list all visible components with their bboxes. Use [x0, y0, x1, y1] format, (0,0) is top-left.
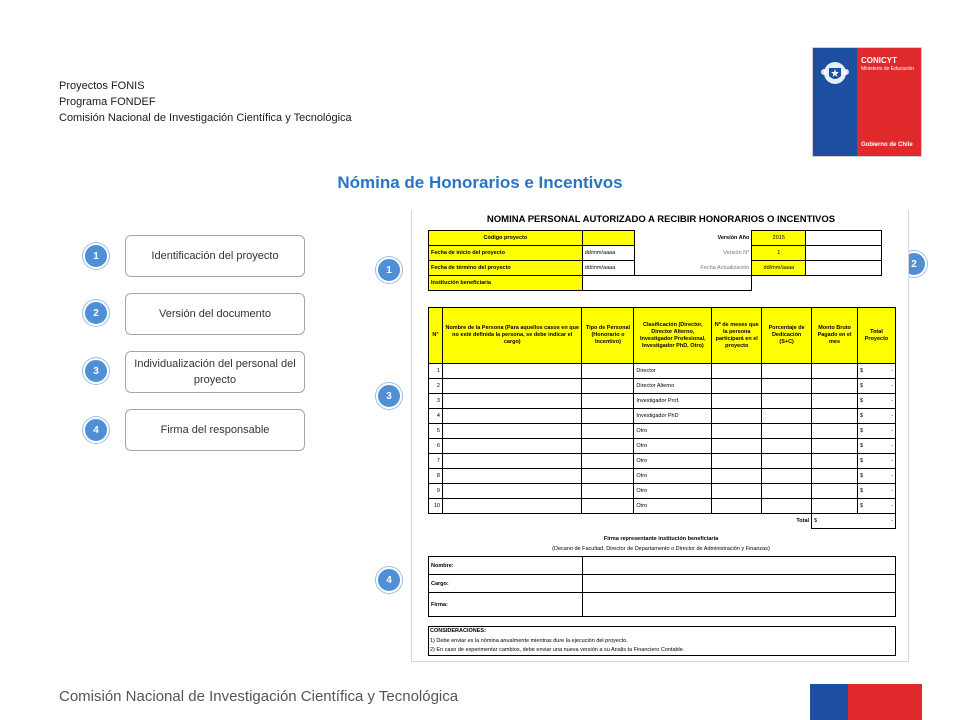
logo-ministry: Ministerio de Educación	[861, 66, 915, 72]
total-sum-cell: $ -	[812, 514, 896, 529]
fecha-act-field[interactable]: dd/mm/aaaa	[752, 261, 806, 276]
total-cell: $ -	[858, 454, 896, 469]
step-identificacion-button[interactable]: Identificación del proyecto	[125, 235, 305, 277]
fecha-inicio-field[interactable]: dd/mm/aaaa	[582, 246, 634, 261]
table-row	[429, 409, 896, 424]
flag-blue	[810, 684, 848, 720]
monto-cell[interactable]	[812, 499, 858, 514]
porcentaje-cell[interactable]	[762, 469, 812, 484]
total-cell: $ -	[858, 499, 896, 514]
col-header-monto: Monto Bruto Pagado en el mes	[812, 308, 858, 364]
clasificacion-cell: Otro	[634, 469, 712, 484]
porcentaje-cell[interactable]	[762, 379, 812, 394]
flag-red	[848, 684, 922, 720]
version-ano-extra	[806, 231, 882, 246]
logo-government: Gobierno de Chile	[861, 142, 913, 148]
total-label: Total	[796, 518, 810, 525]
nombre-field[interactable]	[582, 557, 895, 575]
meses-cell[interactable]	[712, 364, 762, 379]
clasificacion-cell: Otro	[634, 439, 712, 454]
meses-cell[interactable]	[712, 454, 762, 469]
meses-cell[interactable]	[712, 439, 762, 454]
page-title: Nómina de Honorarios e Incentivos	[337, 173, 623, 192]
header-line-2: Programa FONDEF	[59, 96, 156, 108]
table-row	[429, 394, 896, 409]
table-row	[429, 484, 896, 499]
col-header-tipo: Tipo de Personal (Honorario o Incentivo)	[582, 308, 634, 364]
table-row	[429, 364, 896, 379]
marker-4: 4	[376, 567, 402, 593]
tipo-cell[interactable]	[582, 424, 634, 439]
cargo-label: Cargo:	[429, 575, 583, 593]
meses-cell[interactable]	[712, 424, 762, 439]
porcentaje-cell[interactable]	[762, 424, 812, 439]
nombre-label: Nombre:	[429, 557, 583, 575]
row-number: 3	[429, 394, 443, 409]
version-ano-field[interactable]: 2015	[752, 231, 806, 246]
footer-text: Comisión Nacional de Investigación Científica y Tecnológica	[59, 688, 459, 705]
consideracion-2: 2) En caso de experimentar cambios, debe enviar una nueva versión a su Analis ta Financiero Contable.	[430, 646, 685, 653]
nombre-cell[interactable]	[442, 469, 582, 484]
nombre-cell[interactable]	[442, 454, 582, 469]
step-version-button[interactable]: Versión del documento	[125, 293, 305, 335]
monto-cell[interactable]	[812, 484, 858, 499]
nombre-cell[interactable]	[442, 379, 582, 394]
meses-cell[interactable]	[712, 409, 762, 424]
codigo-label: Código proyecto	[429, 231, 583, 246]
fecha-act-label: Fecha Actualización	[700, 264, 750, 271]
row-number: 7	[429, 454, 443, 469]
total-cell: $ -	[858, 424, 896, 439]
nombre-cell[interactable]	[442, 484, 582, 499]
header-lines	[59, 78, 352, 126]
table-row	[429, 499, 896, 514]
meses-cell[interactable]	[712, 379, 762, 394]
marker-3: 3	[376, 383, 402, 409]
consideraciones-border	[428, 626, 896, 656]
version-n-label: Versión N°	[723, 250, 750, 256]
clasificacion-cell: Otro	[634, 424, 712, 439]
tipo-cell[interactable]	[582, 454, 634, 469]
col-header-total: Total Proyecto	[858, 308, 896, 364]
step-firma-button[interactable]: Firma del responsable	[125, 409, 305, 451]
identification-table	[428, 230, 882, 291]
porcentaje-cell[interactable]	[762, 454, 812, 469]
total-cell: $ -	[858, 379, 896, 394]
porcentaje-cell[interactable]	[762, 409, 812, 424]
logo-name: CONICYT	[861, 56, 897, 65]
firma-table	[428, 556, 896, 617]
tipo-cell[interactable]	[582, 379, 634, 394]
firma-label: Firma:	[429, 593, 583, 617]
monto-cell[interactable]	[812, 364, 858, 379]
clasificacion-cell: Otro	[634, 454, 712, 469]
coat-of-arms-icon	[817, 56, 853, 90]
meses-cell[interactable]	[712, 394, 762, 409]
tipo-cell[interactable]	[582, 409, 634, 424]
row-number: 4	[429, 409, 443, 424]
marker-1: 1	[376, 257, 402, 283]
nombre-cell[interactable]	[442, 394, 582, 409]
row-number: 2	[429, 379, 443, 394]
table-row	[429, 424, 896, 439]
tipo-cell[interactable]	[582, 394, 634, 409]
table-row	[429, 469, 896, 484]
clasificacion-cell: Investigador PhD	[634, 409, 712, 424]
footer-flag-logo	[810, 684, 922, 720]
firma-title: Firma representante institución beneficiaria	[603, 536, 719, 542]
meses-cell[interactable]	[712, 499, 762, 514]
table-row	[429, 379, 896, 394]
consideraciones-label: CONSIDERACIONES:	[430, 628, 486, 634]
monto-cell[interactable]	[812, 424, 858, 439]
table-row	[429, 439, 896, 454]
step-individualizacion-button[interactable]: Individualización del personal del proyecto	[125, 351, 305, 393]
tipo-cell[interactable]	[582, 469, 634, 484]
col-header-clasificacion: Clasificación (Director, Director Alterno, Investigador Profesional, Investigador PhD, Otro)	[634, 308, 712, 364]
nomina-form-sheet	[411, 210, 909, 662]
step-number-1: 1	[83, 243, 109, 269]
row-number: 9	[429, 484, 443, 499]
porcentaje-cell[interactable]	[762, 484, 812, 499]
conicyt-logo	[812, 47, 922, 157]
monto-cell[interactable]	[812, 409, 858, 424]
table-row	[429, 454, 896, 469]
col-header-n: N°	[429, 308, 443, 364]
porcentaje-cell[interactable]	[762, 364, 812, 379]
fecha-termino-field[interactable]: dd/mm/aaaa	[582, 261, 634, 276]
row-number: 10	[429, 499, 443, 514]
monto-cell[interactable]	[812, 379, 858, 394]
col-header-nombre: Nombre de la Persona (Para aquellos casos en que no esté definida la persona, se debe indicar el cargo)	[442, 308, 582, 364]
meses-cell[interactable]	[712, 469, 762, 484]
nombre-cell[interactable]	[442, 439, 582, 454]
codigo-field[interactable]	[582, 231, 634, 246]
header-line-3: Comisión Nacional de Investigación Científica y Tecnológica	[59, 112, 352, 124]
total-cell: $ -	[858, 394, 896, 409]
institucion-field[interactable]	[582, 276, 752, 291]
version-n-field[interactable]: 1	[752, 246, 806, 261]
total-cell: $ -	[858, 469, 896, 484]
monto-cell[interactable]	[812, 454, 858, 469]
total-cell: $ -	[858, 439, 896, 454]
nombre-cell[interactable]	[442, 424, 582, 439]
tipo-cell[interactable]	[582, 364, 634, 379]
personal-table	[428, 307, 896, 529]
porcentaje-cell[interactable]	[762, 439, 812, 454]
version-ano-label: Versión Año	[717, 235, 750, 241]
fecha-act-extra	[806, 261, 882, 276]
nombre-cell[interactable]	[442, 364, 582, 379]
nombre-cell[interactable]	[442, 409, 582, 424]
institucion-label: Institución beneficiaria	[429, 276, 583, 291]
row-number: 8	[429, 469, 443, 484]
header-line-1: Proyectos FONIS	[59, 80, 145, 92]
fecha-inicio-label: Fecha de inicio del proyecto	[429, 246, 583, 261]
step-number-2: 2	[83, 300, 109, 326]
porcentaje-cell[interactable]	[762, 499, 812, 514]
version-n-extra	[806, 246, 882, 261]
meses-cell[interactable]	[712, 484, 762, 499]
row-number: 6	[429, 439, 443, 454]
fecha-termino-label: Fecha de término del proyecto	[429, 261, 583, 276]
total-row	[429, 514, 896, 529]
clasificacion-cell: Otro	[634, 484, 712, 499]
cargo-field[interactable]	[582, 575, 895, 593]
tipo-cell[interactable]	[582, 484, 634, 499]
total-cell: $ -	[858, 364, 896, 379]
tipo-cell[interactable]	[582, 499, 634, 514]
monto-cell[interactable]	[812, 439, 858, 454]
porcentaje-cell[interactable]	[762, 394, 812, 409]
clasificacion-cell: Director	[634, 364, 712, 379]
row-number: 5	[429, 424, 443, 439]
row-number: 1	[429, 364, 443, 379]
tipo-cell[interactable]	[582, 439, 634, 454]
monto-cell[interactable]	[812, 394, 858, 409]
marker-2: 2	[901, 251, 927, 277]
consideracion-1: 1) Debe enviar es la nómina anualmente mientras dure la ejecución del proyecto.	[430, 637, 628, 644]
nombre-cell[interactable]	[442, 499, 582, 514]
form-title: NOMINA PERSONAL AUTORIZADO A RECIBIR HONORARIOS O INCENTIVOS	[486, 214, 836, 225]
step-number-3: 3	[83, 358, 109, 384]
firma-field[interactable]	[582, 593, 895, 617]
total-cell: $ -	[858, 484, 896, 499]
clasificacion-cell: Director Alterno	[634, 379, 712, 394]
col-header-porcentaje: Porcentaje de Dedicación (S+C)	[762, 308, 812, 364]
total-cell: $ -	[858, 409, 896, 424]
clasificacion-cell: Investigador Prof.	[634, 394, 712, 409]
clasificacion-cell: Otro	[634, 499, 712, 514]
col-header-meses: Nº de meses que la persona participará en el proyecto	[712, 308, 762, 364]
monto-cell[interactable]	[812, 469, 858, 484]
firma-subtitle: (Decano de Facultad, Director de Departamento o Director de Administración y Finanzas)	[552, 546, 770, 552]
step-number-4: 4	[83, 417, 109, 443]
